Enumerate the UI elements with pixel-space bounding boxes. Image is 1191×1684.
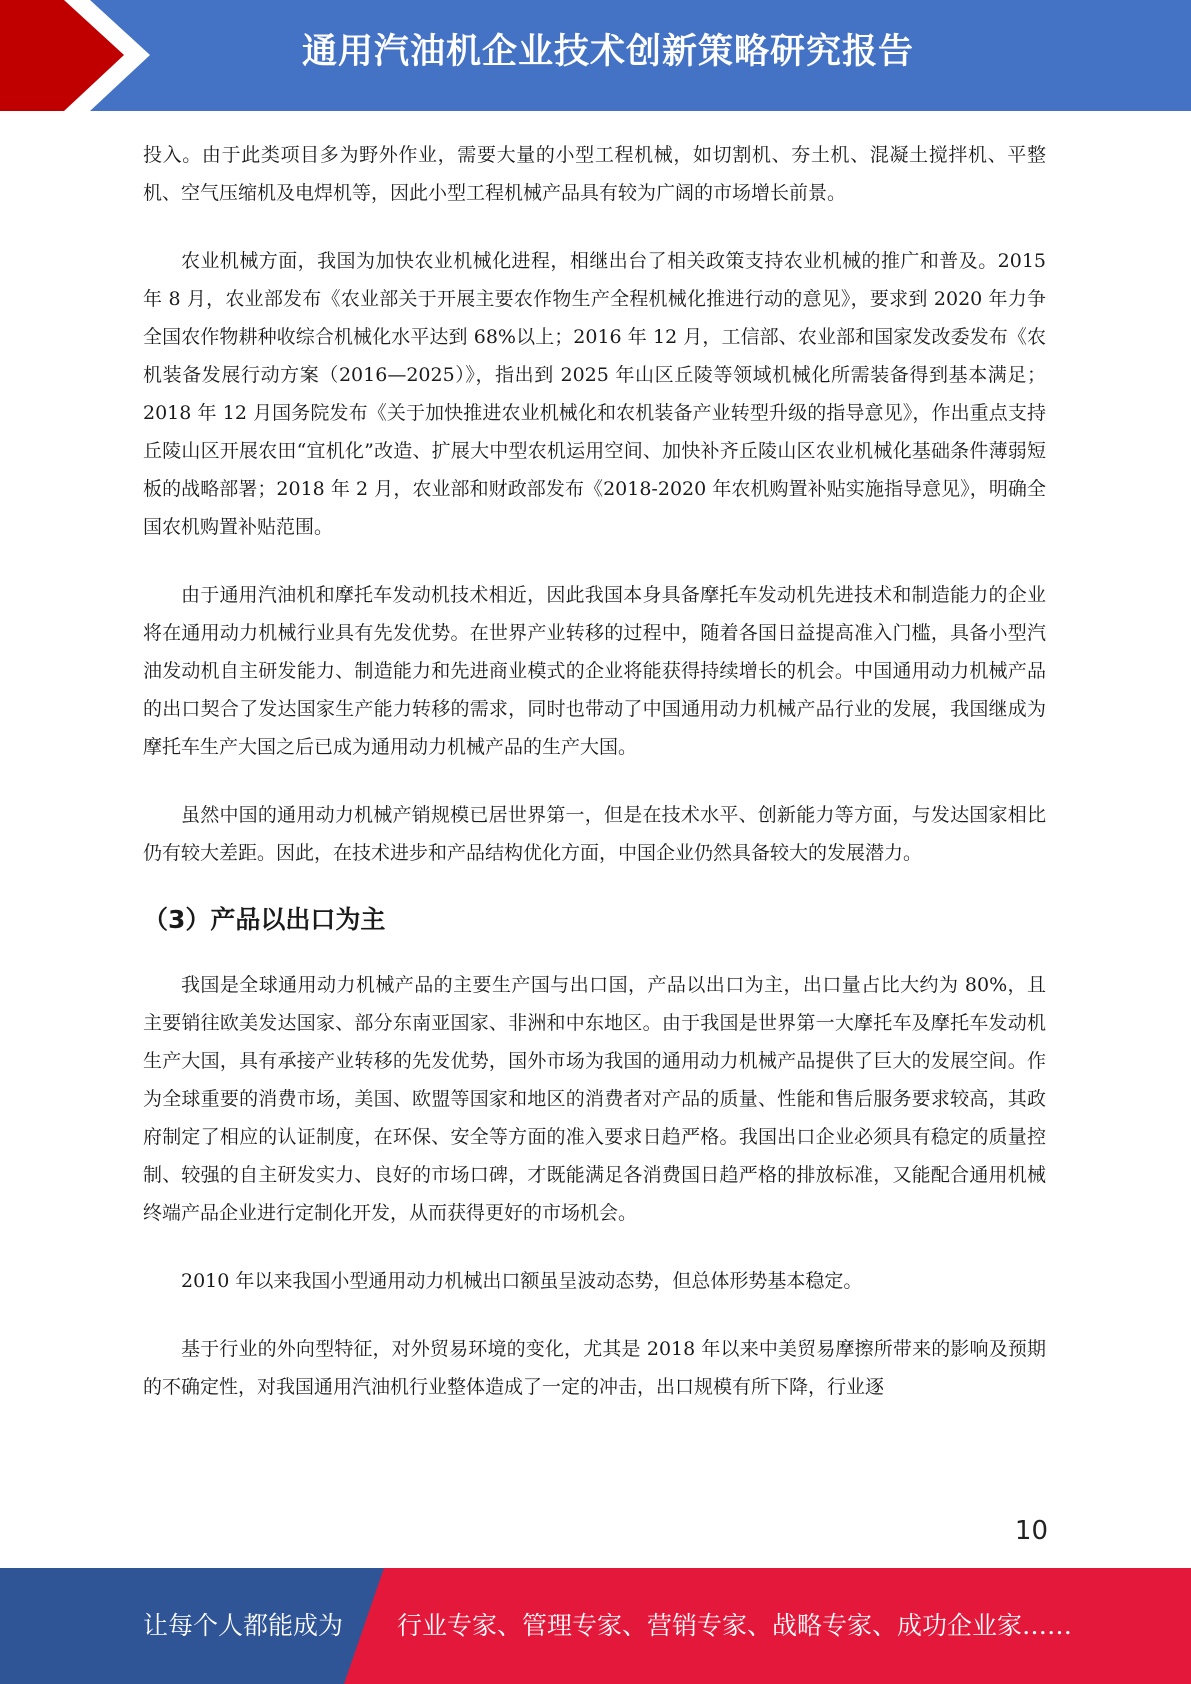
paragraph: 投入。由于此类项目多为野外作业，需要大量的小型工程机械，如切割机、夯土机、混凝土搅拌机、平整机、空气压缩机及电焊机等，因此小型工程机械产品具有较为广阔的市场增长前景。 — [143, 144, 1046, 204]
paragraph: 由于通用汽油机和摩托车发动机技术相近，因此我国本身具备摩托车发动机先进技术和制造能力的企业将在通用动力机械行业具有先发优势。在世界产业转移的过程中，随着各国日益提高准入门槛，具备小型汽油发动机自主研发能力、制造能力和先进商业模式的企业将能获得持续增长的机会。中国通用动力机械产品的出口契合了发达国家生产能力转移的需求，同时也带动了中国通用动力机械产品行业的发展，我国继成为摩托车生产大国之后已成为通用动力机械产品的生产大国。 — [143, 584, 1046, 758]
document-title: 通用汽油机企业技术创新策略研究报告 — [301, 32, 914, 72]
paragraph: 基于行业的外向型特征，对外贸易环境的变化，尤其是 2018 年以来中美贸易摩擦所带来的影响及预期的不确定性，对我国通用汽油机行业整体造成了一定的冲击，出口规模有所下降，行业逐 — [143, 1338, 1046, 1398]
page-number: 10 — [1014, 1516, 1048, 1546]
footer-roles: 行业专家、管理专家、营销专家、战略专家、成功企业家…… — [397, 1611, 1073, 1640]
paragraph: 农业机械方面，我国为加快农业机械化进程，相继出台了相关政策支持农业机械的推广和普及。2015 年 8 月，农业部发布《农业部关于开展主要农作物生产全程机械化推进行动的意见》，要求到 2020 年力争全国农作物耕种收综合机械化水平达到 68%以上；2016 年 12 月，工信部、农业部和国家发改委发布《农机装备发展行动方案（2016—2025）》，指出到 2025 年山区丘陵等领域机械化所需装备得到基本满足；2018 年 12 月国务院发布《关于加快推进农业机械化和农机装备产业转型升级的指导意见》，作出重点支持丘陵山区开展农田“宜机化”改造、扩展大中型农机运用空间、加快补齐丘陵山区农业机械化基础条件薄弱短板的战略部署；2018 年 2 月，农业部和财政部发布《2018-2020 年农机购置补贴实施指导意见》，明确全国农机购置补贴范围。 — [143, 250, 1046, 538]
page-content — [143, 136, 1046, 1436]
section-heading: （3）产品以出口为主 — [143, 905, 386, 934]
paragraph: 虽然中国的通用动力机械产销规模已居世界第一，但是在技术水平、创新能力等方面，与发达国家相比仍有较大差距。因此，在技术进步和产品结构优化方面，中国企业仍然具备较大的发展潜力。 — [143, 804, 1046, 864]
paragraph: 我国是全球通用动力机械产品的主要生产国与出口国，产品以出口为主，出口量占比大约为 80%，且主要销往欧美发达国家、部分东南亚国家、非洲和中东地区。由于我国是世界第一大摩托车及摩托车发动机生产大国，具有承接产业转移的先发优势，国外市场为我国的通用动力机械产品提供了巨大的发展空间。作为全球重要的消费市场，美国、欧盟等国家和地区的消费者对产品的质量、性能和售后服务要求较高，其政府制定了相应的认证制度，在环保、安全等方面的准入要求日趋严格。我国出口企业必须具有稳定的质量控制、较强的自主研发实力、良好的市场口碑，才既能满足各消费国日趋严格的排放标准，又能配合通用机械终端产品企业进行定制化开发，从而获得更好的市场机会。 — [143, 974, 1046, 1224]
page-footer — [0, 1568, 1191, 1684]
paragraph: 2010 年以来我国小型通用动力机械出口额虽呈波动态势，但总体形势基本稳定。 — [181, 1270, 863, 1292]
page-header — [0, 0, 1191, 111]
footer-slogan: 让每个人都能成为 — [143, 1611, 344, 1640]
